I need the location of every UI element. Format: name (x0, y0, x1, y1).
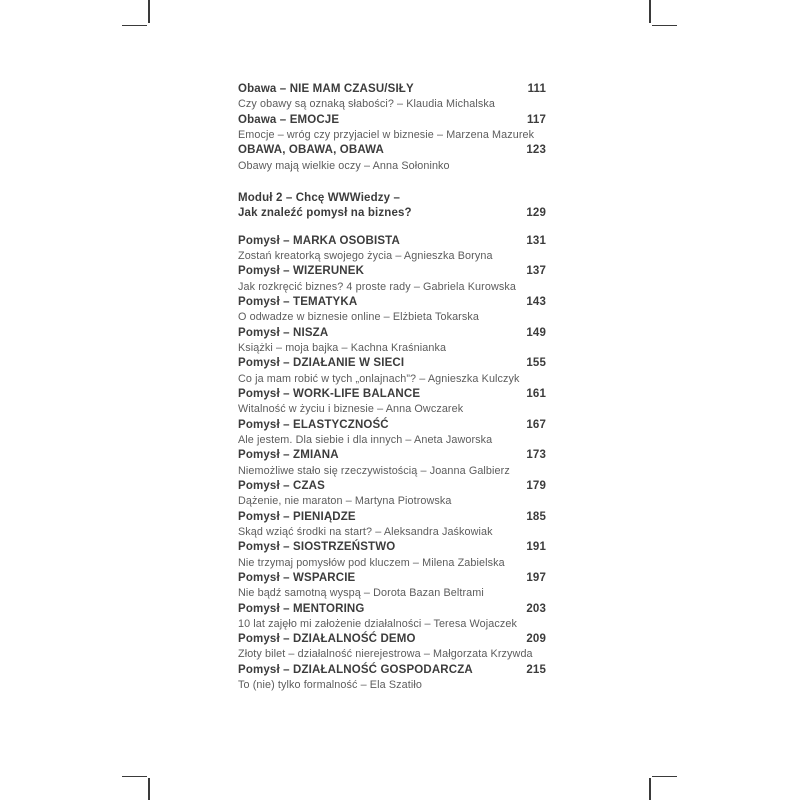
toc-entries-module2 (238, 234, 546, 694)
toc-entry (238, 632, 546, 663)
toc-entry-title: Obawa – NIE MAM CZASU/SIŁY (238, 83, 414, 95)
toc-entry-page-number: 173 (526, 449, 546, 462)
toc-entry-subtitle: Dążenie, nie maraton – Martyna Piotrowska (238, 495, 452, 508)
toc-entry-subtitle: To (nie) tylko formalność – Ela Szatiło (238, 679, 422, 692)
toc-entry-title: Pomysł – DZIAŁALNOŚĆ DEMO (238, 633, 416, 646)
toc-entry-page-number: 155 (526, 357, 546, 370)
crop-mark-bottom-right-vertical (649, 778, 651, 800)
toc-entry (238, 479, 546, 510)
toc-entry (238, 295, 546, 326)
toc-entry-subtitle: Emocje – wróg czy przyjaciel w biznesie – Marzena Mazurek (238, 128, 535, 141)
toc-entry-subtitle: Co ja mam robić w tych „onlajnach”? – Agnieszka Kulczyk (238, 372, 520, 385)
toc-entry (238, 356, 546, 387)
toc-entry-subtitle: Nie bądź samotną wyspą – Dorota Bazan Beltrami (238, 587, 484, 600)
toc-entry (238, 326, 546, 357)
table-of-contents (238, 82, 546, 693)
toc-entry-title-row (238, 602, 546, 617)
toc-entry-title: Pomysł – ZMIANA (238, 449, 339, 462)
toc-entry-title: OBAWA, OBAWA, OBAWA (238, 144, 384, 157)
toc-entry (238, 82, 546, 113)
toc-entry-title: Pomysł – MENTORING (238, 602, 365, 615)
toc-entry-subtitle: Witalność w życiu i biznesie – Anna Owczarek (238, 403, 464, 416)
toc-entry-page-number: 123 (526, 144, 546, 157)
toc-entry (238, 418, 546, 449)
toc-entry (238, 448, 546, 479)
toc-entry (238, 264, 546, 295)
toc-entry-title-row (238, 82, 546, 97)
module-page-number: 129 (526, 207, 546, 220)
toc-entry-title-row (238, 418, 546, 433)
toc-entries-top (238, 82, 546, 174)
toc-entry-page-number: 131 (526, 234, 546, 247)
toc-entry-title: Pomysł – NISZA (238, 326, 329, 339)
toc-entry-title-row (238, 295, 546, 310)
toc-entry-title: Pomysł – ELASTYCZNOŚĆ (238, 418, 389, 431)
toc-entry-page-number: 117 (526, 113, 546, 126)
toc-entry-title-row (238, 448, 546, 463)
toc-entry-subtitle: Złoty bilet – działalność nierejestrowa – Małgorzata Krzywda (238, 648, 533, 661)
toc-entry (238, 234, 546, 265)
toc-entry-subtitle: Jak rozkręcić biznes? 4 proste rady – Gabriela Kurowska (238, 280, 516, 293)
toc-entry-page-number: 215 (526, 663, 546, 676)
toc-entry-title-row (238, 113, 546, 128)
toc-entry-page-number: 197 (526, 571, 546, 584)
toc-entry-page-number: 203 (526, 602, 546, 615)
toc-entry (238, 540, 546, 571)
module-heading-line1: Moduł 2 – Chcę WWWiedzy – (238, 191, 401, 204)
toc-entry-title-row (238, 143, 546, 158)
toc-entry-title: Pomysł – WSPARCIE (238, 571, 356, 584)
toc-entry-title-row (238, 387, 546, 402)
toc-entry-title: Pomysł – DZIAŁALNOŚĆ GOSPODARCZA (238, 663, 473, 676)
toc-entry-page-number: 143 (526, 295, 546, 308)
toc-entry (238, 113, 546, 144)
crop-mark-bottom-left-vertical (148, 778, 150, 800)
toc-entry-title-row (238, 540, 546, 555)
toc-entry-page-number: 167 (526, 418, 546, 431)
toc-entry-title-row (238, 632, 546, 647)
toc-entry-subtitle: Zostań kreatorką swojego życia – Agnieszka Boryna (238, 249, 493, 262)
module-heading-line2: Jak znaleźć pomysł na biznes? (238, 207, 412, 220)
toc-entry (238, 663, 546, 694)
toc-entry-title-row (238, 663, 546, 678)
toc-entry-title: Pomysł – DZIAŁANIE W SIECI (238, 357, 405, 370)
toc-entry-title: Pomysł – WIZERUNEK (238, 265, 365, 278)
module-heading (238, 191, 546, 222)
module-heading-line2-row (238, 206, 546, 221)
toc-entry-subtitle: 10 lat zajęło mi założenie działalności – Teresa Wojaczek (238, 617, 517, 630)
toc-entry (238, 571, 546, 602)
toc-entry-title: Pomysł – PIENIĄDZE (238, 510, 356, 523)
toc-entry-title: Pomysł – SIOSTRZEŃSTWO (238, 541, 396, 554)
toc-entry-title: Pomysł – TEMATYKA (238, 295, 358, 308)
toc-entry-page-number: 111 (527, 83, 546, 95)
toc-entry-title: Pomysł – CZAS (238, 479, 325, 492)
crop-mark-top-right-horizontal (652, 25, 677, 27)
toc-entry-subtitle: Niemożliwe stało się rzeczywistością – Joanna Galbierz (238, 464, 510, 477)
toc-entry (238, 143, 546, 174)
toc-entry-page-number: 161 (526, 387, 546, 400)
toc-entry-page-number: 179 (526, 479, 546, 492)
toc-entry-title-row (238, 479, 546, 494)
crop-mark-bottom-left-horizontal (122, 776, 147, 778)
toc-entry-subtitle: Ale jestem. Dla siebie i dla innych – Aneta Jaworska (238, 433, 493, 446)
toc-entry-page-number: 185 (526, 510, 546, 523)
toc-entry-title: Pomysł – MARKA OSOBISTA (238, 234, 400, 247)
toc-entry (238, 602, 546, 633)
toc-entry-page-number: 209 (526, 633, 546, 646)
toc-entry-subtitle: O odwadze w biznesie online – Elżbieta Tokarska (238, 311, 479, 324)
toc-entry-subtitle: Książki – moja bajka – Kachna Kraśnianka (238, 341, 447, 354)
toc-entry-title-row (238, 264, 546, 279)
toc-entry-title: Pomysł – WORK-LIFE BALANCE (238, 387, 421, 400)
toc-entry-page-number: 137 (526, 265, 546, 278)
toc-entry (238, 387, 546, 418)
toc-entry-subtitle: Obawy mają wielkie oczy – Anna Sołoninko (238, 159, 450, 172)
crop-mark-bottom-right-horizontal (652, 776, 677, 778)
toc-entry-title-row (238, 326, 546, 341)
toc-entry-title-row (238, 571, 546, 586)
toc-entry-page-number: 149 (526, 326, 546, 339)
crop-mark-top-left-horizontal (122, 25, 147, 27)
toc-entry-title-row (238, 234, 546, 249)
toc-entry-subtitle: Skąd wziąć środki na start? – Aleksandra Jaśkowiak (238, 525, 493, 538)
toc-entry (238, 510, 546, 541)
toc-entry-page-number: 191 (526, 541, 546, 554)
crop-mark-top-left-vertical (148, 0, 150, 23)
toc-entry-subtitle: Czy obawy są oznaką słabości? – Klaudia Michalska (238, 98, 495, 111)
toc-entry-title-row (238, 510, 546, 525)
toc-entry-title: Obawa – EMOCJE (238, 113, 340, 126)
crop-mark-top-right-vertical (649, 0, 651, 23)
toc-entry-title-row (238, 356, 546, 371)
toc-entry-subtitle: Nie trzymaj pomysłów pod kluczem – Milena Zabielska (238, 556, 505, 569)
